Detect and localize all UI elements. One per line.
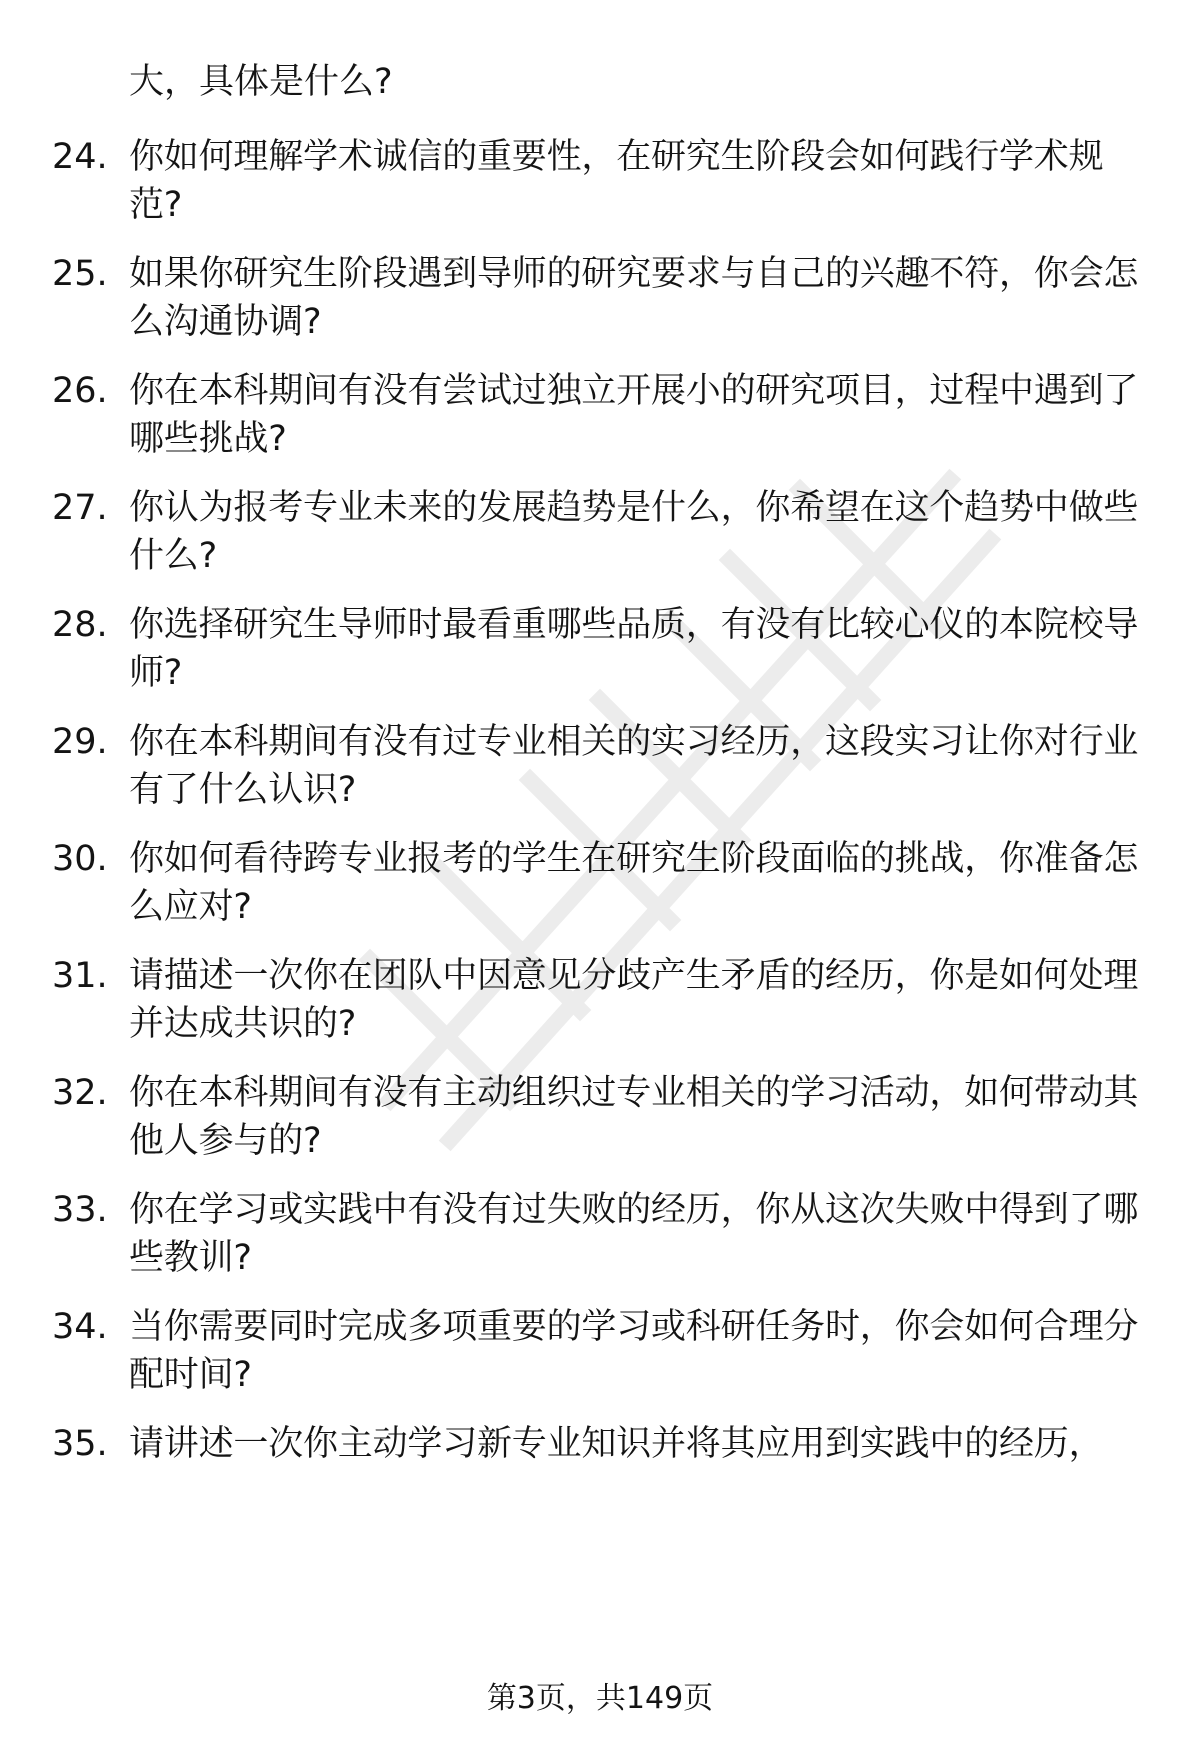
item-number: 31. bbox=[52, 956, 108, 996]
item-number: 29. bbox=[52, 722, 108, 762]
item-number: 30. bbox=[52, 839, 108, 879]
item-text: 你在本科期间有没有尝试过独立开展小的研究项目，过程中遇到了哪些挑战? bbox=[129, 371, 1139, 459]
item-number: 32. bbox=[52, 1073, 108, 1113]
item-number: 24. bbox=[52, 137, 108, 177]
item-text: 你在学习或实践中有没有过失败的经历，你从这次失败中得到了哪些教训? bbox=[129, 1190, 1139, 1278]
item-text: 请描述一次你在团队中因意见分歧产生矛盾的经历，你是如何处理并达成共识的? bbox=[129, 956, 1139, 1044]
item-number: 25. bbox=[52, 254, 108, 294]
page-footer: 第3页，共149页 bbox=[486, 1681, 714, 1716]
item-number: 26. bbox=[52, 371, 108, 411]
item-number: 34. bbox=[52, 1307, 108, 1347]
item-text: 你如何理解学术诚信的重要性，在研究生阶段会如何践行学术规范? bbox=[129, 137, 1104, 225]
item-number: 35. bbox=[52, 1424, 108, 1464]
item-text: 你在本科期间有没有主动组织过专业相关的学习活动，如何带动其他人参与的? bbox=[129, 1073, 1139, 1161]
item-text: 请讲述一次你主动学习新专业知识并将其应用到实践中的经历， bbox=[129, 1424, 1104, 1464]
item-number: 28. bbox=[52, 605, 108, 645]
item-number: 27. bbox=[52, 488, 108, 528]
item-text: 你如何看待跨专业报考的学生在研究生阶段面临的挑战，你准备怎么应对? bbox=[129, 839, 1139, 927]
item-text: 如果你研究生阶段遇到导师的研究要求与自己的兴趣不符，你会怎么沟通协调? bbox=[129, 254, 1139, 342]
continuation-line: 大，具体是什么? bbox=[129, 62, 393, 102]
item-text: 你选择研究生导师时最看重哪些品质，有没有比较心仪的本院校导师? bbox=[129, 605, 1139, 693]
item-number: 33. bbox=[52, 1190, 108, 1230]
item-text: 你在本科期间有没有过专业相关的实习经历，这段实习让你对行业有了什么认识? bbox=[129, 722, 1139, 810]
item-text: 你认为报考专业未来的发展趋势是什么，你希望在这个趋势中做些什么? bbox=[129, 488, 1139, 576]
item-text: 当你需要同时完成多项重要的学习或科研任务时，你会如何合理分配时间? bbox=[129, 1307, 1139, 1395]
